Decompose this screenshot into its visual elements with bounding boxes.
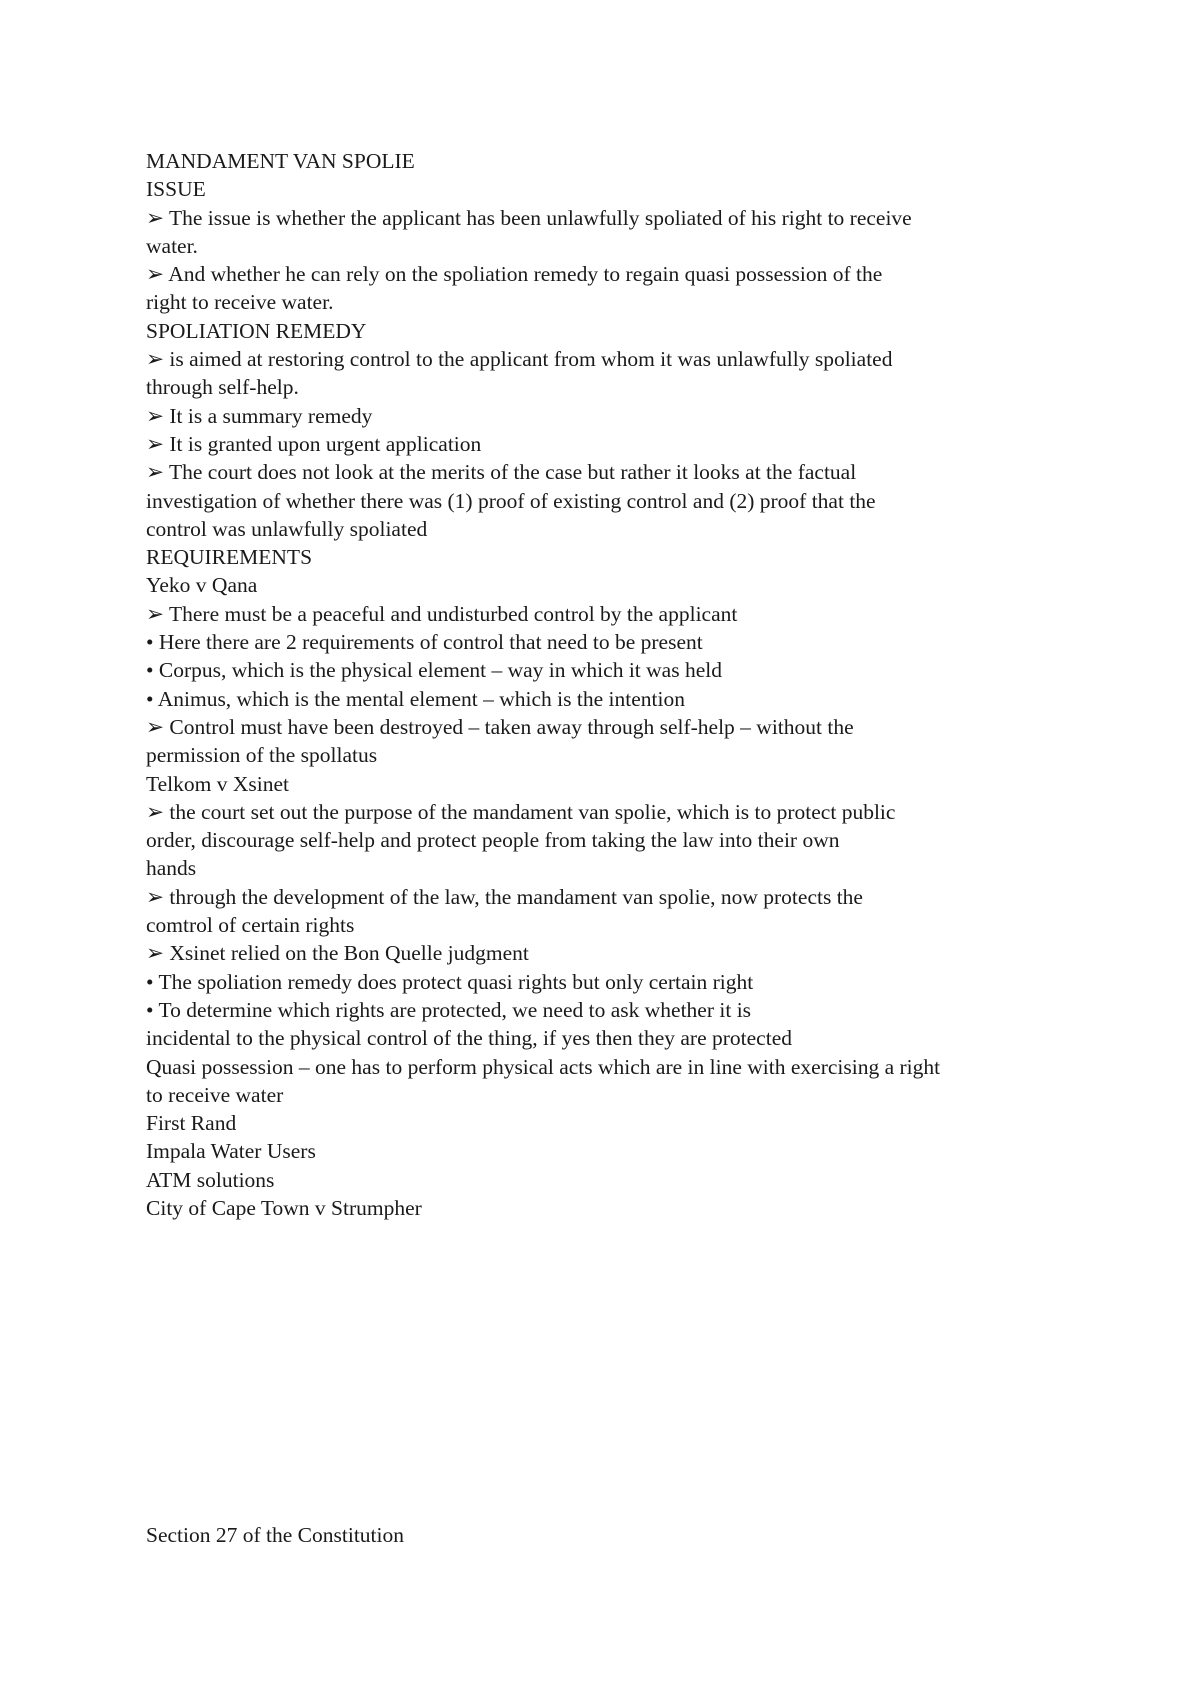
text-line: ➢ Control must have been destroyed – taken away through self-help – without the xyxy=(146,714,854,739)
case-name: First Rand xyxy=(146,1111,237,1136)
text-line: ➢ And whether he can rely on the spoliation remedy to regain quasi possession of the xyxy=(146,262,883,287)
text-line: hands xyxy=(146,856,197,881)
text-line: • Corpus, which is the physical element – way in which it was held xyxy=(146,658,722,683)
text-line: ➢ Xsinet relied on the Bon Quelle judgment xyxy=(146,941,529,966)
text-line: ➢ the court set out the purpose of the mandament van spolie, which is to protect public xyxy=(146,799,896,824)
case-name: City of Cape Town v Strumpher xyxy=(146,1195,422,1220)
text-line: to receive water xyxy=(146,1082,284,1107)
text-line: • The spoliation remedy does protect quasi rights but only certain right xyxy=(146,969,754,994)
text-line: comtrol of certain rights xyxy=(146,913,355,938)
text-line: ➢ is aimed at restoring control to the applicant from whom it was unlawfully spoliated xyxy=(146,347,893,372)
case-name: Impala Water Users xyxy=(146,1139,316,1164)
text-line: ➢ It is granted upon urgent application xyxy=(146,431,482,456)
text-line: ➢ The issue is whether the applicant has been unlawfully spoliated of his right to receive xyxy=(146,205,912,230)
text-line: order, discourage self-help and protect people from taking the law into their own xyxy=(146,828,840,853)
text-line: • To determine which rights are protected, we need to ask whether it is xyxy=(146,997,752,1022)
section-heading-requirements: REQUIREMENTS xyxy=(146,545,313,570)
case-name: ATM solutions xyxy=(146,1167,275,1192)
text-line: Quasi possession – one has to perform physical acts which are in line with exercising a right xyxy=(146,1054,941,1079)
text-line: incidental to the physical control of the thing, if yes then they are protected xyxy=(146,1026,792,1051)
document-title: MANDAMENT VAN SPOLIE xyxy=(146,149,415,173)
section-heading-issue: ISSUE xyxy=(146,177,206,202)
text-line: • Here there are 2 requirements of control that need to be present xyxy=(146,630,703,655)
text-line: • Animus, which is the mental element – which is the intention xyxy=(146,686,685,711)
text-line: ➢ There must be a peaceful and undisturbed control by the applicant xyxy=(146,601,738,626)
section-27-heading: Section 27 of the Constitution xyxy=(146,1523,404,1547)
text-line: through self-help. xyxy=(146,375,299,400)
text-line: control was unlawfully spoliated xyxy=(146,516,428,541)
case-name: Telkom v Xsinet xyxy=(146,771,290,796)
text-line: right to receive water. xyxy=(146,290,334,315)
section-heading-spoliation-remedy: SPOLIATION REMEDY xyxy=(146,318,367,343)
text-line: ➢ It is a summary remedy xyxy=(146,403,373,428)
case-name: Yeko v Qana xyxy=(146,573,258,598)
text-line: ➢ through the development of the law, the mandament van spolie, now protects the xyxy=(146,884,863,909)
text-line: investigation of whether there was (1) proof of existing control and (2) proof that the xyxy=(146,488,876,513)
text-line: water. xyxy=(146,233,198,258)
document-body xyxy=(146,147,1086,1222)
text-line: permission of the spollatus xyxy=(146,743,378,768)
text-line: ➢ The court does not look at the merits of the case but rather it looks at the factual xyxy=(146,460,857,485)
